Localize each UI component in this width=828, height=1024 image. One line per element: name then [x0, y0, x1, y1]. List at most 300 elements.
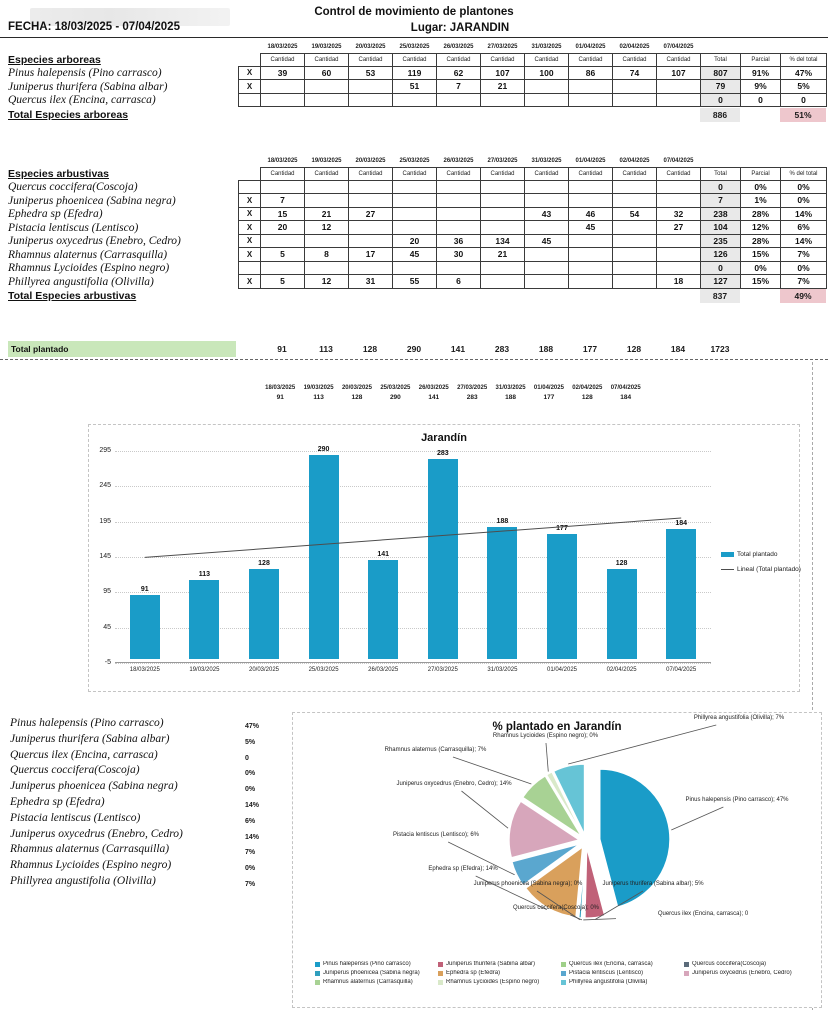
cantidad-header: Cantidad — [613, 167, 657, 180]
row-total-cell: 238 — [701, 207, 741, 221]
value-cell — [349, 180, 393, 194]
section-total-pct: 51% — [780, 108, 826, 122]
value-cell: 86 — [569, 66, 613, 80]
value-cell — [481, 180, 525, 194]
mini-table-date: 07/04/2025 — [610, 385, 641, 391]
value-cell — [305, 194, 349, 208]
cantidad-header: Cantidad — [525, 167, 569, 180]
section-total-pct: 49% — [780, 289, 826, 303]
species-pct: 0% — [245, 865, 256, 873]
value-cell — [525, 221, 569, 235]
species-name: Ephedra sp (Efedra) — [8, 208, 103, 220]
pie-legend-label: Rhamnus Lycioides (Espino negro) — [446, 979, 540, 985]
mini-table-date: 25/03/2025 — [380, 385, 411, 391]
value-cell: 31 — [349, 275, 393, 289]
species-pct: 0 — [245, 754, 249, 762]
value-cell — [525, 194, 569, 208]
y-axis-tick: 195 — [99, 517, 111, 525]
parcial-header: Parcial — [741, 167, 781, 180]
x-mark-cell: X — [239, 80, 261, 94]
x-mark-cell: X — [239, 194, 261, 208]
arboreas-labels-column — [8, 53, 236, 122]
bar-value-label: 184 — [675, 520, 688, 528]
value-cell: 15 — [261, 207, 305, 221]
value-cell — [261, 93, 305, 107]
value-cell — [657, 261, 701, 275]
mini-table-column — [376, 385, 414, 401]
table-row — [239, 234, 827, 248]
pie-legend-item — [438, 979, 561, 985]
value-cell — [305, 80, 349, 94]
data-grid — [238, 42, 827, 107]
value-cell: 53 — [349, 66, 393, 80]
pie-legend-label: Phillyrea angustifolia (Olivilla) — [569, 979, 648, 985]
x-mark-cell: X — [239, 248, 261, 262]
value-cell — [569, 93, 613, 107]
date-header: 27/03/2025 — [487, 44, 518, 51]
value-cell: 45 — [393, 248, 437, 262]
value-cell — [349, 80, 393, 94]
pie-label: Pinus halepensis (Pino carrasco); 47% — [685, 797, 789, 803]
arbustivas-labels-column — [8, 167, 236, 303]
value-cell — [261, 261, 305, 275]
value-cell: 12 — [305, 221, 349, 235]
pie-chart-legend — [315, 961, 807, 985]
mini-table-column — [299, 385, 337, 401]
total-plantado-grand-total: 1723 — [710, 344, 730, 354]
value-cell — [305, 261, 349, 275]
pie-label: Rhamnus Lycioides (Espino negro); 0% — [492, 733, 599, 739]
species-pct-row — [10, 748, 290, 764]
date-header: 02/04/2025 — [619, 158, 650, 165]
pie-legend-label: Pinus halepensis (Pino carrasco) — [323, 961, 411, 967]
pie-label: Quercus ilex (Encina, carrasca); 0 — [657, 911, 749, 917]
section-total-value: 837 — [700, 289, 740, 303]
species-name: Juniperus thurifera (Sabina albar) — [10, 732, 170, 745]
species-pct: 7% — [245, 880, 256, 888]
bar-chart-title: Jarandín — [421, 432, 467, 444]
date-header: 26/03/2025 — [443, 44, 474, 51]
value-cell — [393, 93, 437, 107]
pie-legend-swatch — [438, 971, 443, 976]
value-cell — [657, 248, 701, 262]
cantidad-header: Cantidad — [569, 53, 613, 66]
value-cell — [349, 261, 393, 275]
mini-table-column — [491, 385, 529, 401]
trendline — [145, 518, 681, 557]
value-cell — [613, 275, 657, 289]
species-name: Juniperus thurifera (Sabina albar) — [8, 80, 168, 93]
table-row — [239, 66, 827, 80]
mini-table-date: 27/03/2025 — [457, 385, 488, 391]
y-axis-tick: 295 — [99, 447, 111, 454]
value-cell — [613, 221, 657, 235]
mini-table-date: 02/04/2025 — [572, 385, 603, 391]
value-cell — [437, 207, 481, 221]
x-mark-cell: X — [239, 207, 261, 221]
pie-legend-label: Juniperus phoenicea (Sabina negra) — [323, 970, 420, 976]
total-header: Total — [701, 53, 741, 66]
row-total-cell: 126 — [701, 248, 741, 262]
pie-leader-line — [462, 791, 509, 828]
value-cell — [481, 275, 525, 289]
legend-item-total-plantado — [721, 551, 799, 558]
value-cell — [305, 180, 349, 194]
x-mark-cell: X — [239, 275, 261, 289]
species-name: Rhamnus alaternus (Carrasquilla) — [8, 248, 168, 261]
value-cell — [613, 248, 657, 262]
species-pct-row — [10, 842, 290, 858]
date-header: 01/04/2025 — [575, 158, 606, 165]
cantidad-header: Cantidad — [613, 53, 657, 66]
value-cell — [569, 80, 613, 94]
bar-value-label: 128 — [258, 560, 270, 567]
column-header-row — [239, 167, 827, 180]
pie-legend-item — [561, 979, 684, 985]
species-name: Quercus coccifera(Coscoja) — [10, 764, 140, 777]
mini-table-value: 141 — [428, 394, 440, 401]
row-total-cell: 0 — [701, 261, 741, 275]
section-total-label: Total Especies arbustivas — [8, 290, 137, 302]
row-pct-cell: 0% — [781, 180, 827, 194]
cantidad-header: Cantidad — [393, 167, 437, 180]
value-cell: 74 — [613, 66, 657, 80]
row-parcial-cell: 12% — [741, 221, 781, 235]
x-axis-label: 19/03/2025 — [189, 667, 220, 673]
pie-label: Pistacia lentiscus (Lentisco); 6% — [392, 832, 480, 838]
species-name: Pinus halepensis (Pino carrasco) — [10, 717, 164, 729]
species-name: Quercus coccifera(Coscoja) — [8, 181, 138, 193]
mini-table-value: 113 — [313, 394, 324, 401]
row-total-cell: 7 — [701, 194, 741, 208]
row-total-cell: 235 — [701, 234, 741, 248]
species-name: Pistacia lentiscus (Lentisco) — [8, 221, 139, 234]
mini-table-date: 20/03/2025 — [341, 385, 372, 391]
legend-label: Lineal (Total plantado) — [737, 566, 801, 573]
table-row — [239, 180, 827, 194]
pct-header: % del total — [781, 53, 827, 66]
cantidad-header: Cantidad — [261, 53, 305, 66]
row-pct-cell: 7% — [781, 248, 827, 262]
table-row — [239, 194, 827, 208]
value-cell — [525, 261, 569, 275]
date-header: 25/03/2025 — [399, 158, 430, 165]
species-pct: 0% — [245, 770, 256, 778]
section-total-value: 886 — [700, 108, 740, 122]
bar-value-label: 290 — [317, 445, 330, 453]
bar-chart-legend — [721, 551, 799, 581]
x-mark-cell: X — [239, 221, 261, 235]
arboreas-table — [238, 42, 827, 120]
value-cell: 21 — [481, 80, 525, 94]
value-cell: 5 — [261, 275, 305, 289]
pie-legend-swatch — [684, 971, 689, 976]
value-cell — [657, 194, 701, 208]
species-pct: 14% — [245, 801, 260, 809]
pie-label: Phillyrea angustifolia (Olivilla); 7% — [693, 715, 785, 721]
value-cell: 21 — [305, 207, 349, 221]
pie-legend-swatch — [315, 971, 320, 976]
row-parcial-cell: 15% — [741, 275, 781, 289]
value-cell: 45 — [569, 221, 613, 235]
bar-value-label: 113 — [198, 570, 211, 578]
value-cell — [393, 221, 437, 235]
total-plantado-value: 177 — [582, 344, 598, 354]
pie-legend-item — [684, 961, 807, 967]
table-row — [239, 261, 827, 275]
cantidad-header: Cantidad — [437, 167, 481, 180]
value-cell — [393, 261, 437, 275]
species-name: Quercus ilex (Encina, carrasca) — [8, 94, 156, 106]
species-pct-row — [10, 716, 290, 732]
pie-legend-swatch — [684, 962, 689, 967]
mini-table-value: 128 — [581, 394, 593, 401]
value-cell: 27 — [657, 221, 701, 235]
value-cell — [525, 180, 569, 194]
value-cell — [657, 93, 701, 107]
value-cell: 39 — [261, 66, 305, 80]
date-header-row — [239, 156, 827, 167]
cantidad-header: Cantidad — [305, 167, 349, 180]
table-row — [239, 248, 827, 262]
value-cell: 60 — [305, 66, 349, 80]
pie-legend-label: Quercus coccifera(Coscoja) — [692, 961, 767, 967]
mini-table-date: 01/04/2025 — [533, 385, 564, 391]
bar-value-label: 141 — [377, 550, 390, 558]
species-name: Pistacia lentiscus (Lentisco) — [10, 811, 141, 824]
species-name: Rhamnus Lycioides (Espino negro) — [8, 262, 170, 274]
value-cell: 30 — [437, 248, 481, 262]
date-header-row — [239, 42, 827, 53]
value-cell — [393, 207, 437, 221]
pct-header: % del total — [781, 167, 827, 180]
value-cell — [261, 80, 305, 94]
row-total-cell: 807 — [701, 66, 741, 80]
value-cell: 107 — [481, 66, 525, 80]
value-cell: 134 — [481, 234, 525, 248]
header-rule — [0, 37, 828, 38]
column-header-row — [239, 53, 827, 66]
value-cell: 8 — [305, 248, 349, 262]
value-cell — [437, 221, 481, 235]
value-cell — [525, 248, 569, 262]
pie-legend-swatch — [561, 971, 566, 976]
date-header: 20/03/2025 — [355, 44, 386, 51]
row-pct-cell: 7% — [781, 275, 827, 289]
value-cell: 5 — [261, 248, 305, 262]
y-axis-tick: 95 — [103, 588, 111, 596]
cantidad-header: Cantidad — [393, 53, 437, 66]
date-header: 25/03/2025 — [399, 44, 430, 51]
value-cell — [261, 180, 305, 194]
legend-swatch-bar — [721, 552, 734, 557]
value-cell — [349, 194, 393, 208]
table-row — [239, 80, 827, 94]
value-cell: 32 — [657, 207, 701, 221]
doc-title: Control de movimiento de plantones — [314, 6, 514, 18]
row-pct-cell: 14% — [781, 207, 827, 221]
total-plantado-value: 283 — [494, 344, 510, 354]
pie-legend-item — [438, 961, 561, 967]
chart-source-mini-table — [261, 385, 645, 401]
pie-chart-title: % plantado en Jarandín — [492, 721, 622, 733]
x-axis-label: 02/04/2025 — [606, 667, 637, 673]
cantidad-header: Cantidad — [481, 167, 525, 180]
pie-species-percentage-list — [10, 716, 290, 890]
value-cell: 36 — [437, 234, 481, 248]
value-cell — [349, 93, 393, 107]
x-mark-cell — [239, 180, 261, 194]
value-cell — [613, 261, 657, 275]
total-plantado-value: 188 — [538, 344, 554, 354]
value-cell — [569, 180, 613, 194]
date-header: 19/03/2025 — [311, 158, 342, 165]
row-parcial-cell: 91% — [741, 66, 781, 80]
value-cell: 55 — [393, 275, 437, 289]
date-header: 20/03/2025 — [355, 158, 386, 165]
row-total-cell: 104 — [701, 221, 741, 235]
bar-chart-plot-area — [115, 445, 711, 673]
cantidad-header: Cantidad — [305, 53, 349, 66]
page-break-line — [0, 359, 828, 360]
pie-label: Quercus coccifera(Coscoja); 0% — [512, 905, 600, 911]
x-axis-label: 27/03/2025 — [427, 667, 458, 673]
fecha-label: FECHA: 18/03/2025 - 07/04/2025 — [8, 21, 180, 33]
lugar-label: Lugar: JARANDIN — [410, 22, 510, 34]
mini-table-value: 188 — [505, 394, 516, 401]
species-name: Rhamnus alaternus (Carrasquilla) — [10, 843, 170, 856]
section-heading: Especies arbustivas — [8, 168, 109, 180]
x-mark-cell: X — [239, 234, 261, 248]
row-parcial-cell: 0% — [741, 180, 781, 194]
species-pct-row — [10, 795, 290, 811]
bar-value-label: 128 — [615, 560, 628, 567]
species-name: Juniperus oxycedrus (Enebro, Cedro) — [10, 827, 183, 840]
pie-legend-label: Juniperus thurifera (Sabina albar) — [446, 961, 536, 967]
row-parcial-cell: 0% — [741, 261, 781, 275]
row-pct-cell: 0 — [781, 93, 827, 107]
value-cell: 6 — [437, 275, 481, 289]
pie-legend-label: Ephedra sp (Efedra) — [446, 970, 501, 976]
row-parcial-cell: 15% — [741, 248, 781, 262]
species-pct: 6% — [245, 817, 256, 825]
mini-table-value: 177 — [543, 394, 555, 401]
legend-item-lineal — [721, 566, 799, 573]
row-total-cell: 0 — [701, 93, 741, 107]
mini-table-column — [415, 385, 453, 401]
species-pct: 5% — [245, 738, 256, 746]
total-plantado-value: 290 — [406, 344, 422, 354]
value-cell — [613, 234, 657, 248]
parcial-header: Parcial — [741, 53, 781, 66]
value-cell — [437, 93, 481, 107]
row-pct-cell: 6% — [781, 221, 827, 235]
pie-legend-item — [315, 970, 438, 976]
species-pct: 47% — [245, 723, 260, 730]
x-mark-cell — [239, 93, 261, 107]
value-cell: 45 — [525, 234, 569, 248]
row-total-cell: 79 — [701, 80, 741, 94]
value-cell — [613, 194, 657, 208]
value-cell — [657, 180, 701, 194]
mini-table-date: 31/03/2025 — [495, 385, 526, 391]
mini-table-date: 26/03/2025 — [418, 385, 449, 391]
pie-legend-item — [438, 970, 561, 976]
mini-table-column — [568, 385, 606, 401]
value-cell: 51 — [393, 80, 437, 94]
mini-table-column — [453, 385, 491, 401]
species-pct-row — [10, 858, 290, 874]
date-header: 31/03/2025 — [531, 158, 562, 165]
pie-leader-line — [568, 725, 716, 764]
date-header: 27/03/2025 — [487, 158, 518, 165]
row-parcial-cell: 28% — [741, 207, 781, 221]
y-axis-tick: 145 — [99, 553, 111, 560]
table-row — [239, 207, 827, 221]
total-plantado-value: 184 — [670, 344, 686, 354]
gridline — [115, 663, 711, 664]
pie-label: Juniperus oxycedrus (Enebro, Cedro); 14% — [396, 781, 512, 787]
total-plantado-value: 128 — [362, 344, 378, 354]
mini-table-value: 184 — [620, 394, 632, 401]
pie-label: Juniperus thurifera (Sabina albar); 5% — [602, 881, 704, 887]
section-heading: Especies arboreas — [8, 54, 101, 66]
total-plantado-label: Total plantado — [8, 341, 236, 357]
value-cell — [525, 80, 569, 94]
total-plantado-value: 141 — [450, 344, 466, 354]
species-name: Pinus halepensis (Pino carrasco) — [8, 67, 162, 79]
value-cell — [481, 221, 525, 235]
value-cell — [481, 194, 525, 208]
value-cell — [305, 93, 349, 107]
arbustivas-table — [238, 156, 827, 301]
value-cell: 100 — [525, 66, 569, 80]
mini-table-value: 290 — [389, 394, 401, 401]
value-cell: 62 — [437, 66, 481, 80]
pie-legend-swatch — [438, 980, 443, 985]
mini-table-column — [338, 385, 376, 401]
bar-chart — [88, 424, 800, 692]
species-name: Quercus ilex (Encina, carrasca) — [10, 748, 158, 761]
mini-table-column — [530, 385, 568, 401]
y-axis-tick: 245 — [99, 482, 111, 490]
species-pct: 14% — [245, 833, 260, 841]
mini-table-column — [261, 385, 299, 401]
row-parcial-cell: 1% — [741, 194, 781, 208]
pie-legend-item — [561, 970, 684, 976]
species-pct-row — [10, 827, 290, 843]
value-cell: 43 — [525, 207, 569, 221]
mini-table-date: 18/03/2025 — [265, 385, 296, 391]
cantidad-header: Cantidad — [437, 53, 481, 66]
pie-legend-label: Quercus ilex (Encina, carrasca) — [569, 961, 653, 967]
pie-legend-label: Rhamnus alaternus (Carrasquilla) — [323, 979, 413, 985]
value-cell — [569, 194, 613, 208]
x-axis-label: 20/03/2025 — [248, 667, 280, 673]
x-axis-label: 01/04/2025 — [546, 667, 578, 673]
cantidad-header: Cantidad — [261, 167, 305, 180]
total-plantado-value: 91 — [277, 344, 287, 354]
row-pct-cell: 5% — [781, 80, 827, 94]
value-cell — [349, 234, 393, 248]
row-pct-cell: 14% — [781, 234, 827, 248]
cantidad-header: Cantidad — [481, 53, 525, 66]
value-cell — [569, 248, 613, 262]
mini-table-column — [607, 385, 645, 401]
legend-swatch-line — [721, 569, 734, 570]
date-header: 02/04/2025 — [619, 44, 650, 51]
value-cell: 18 — [657, 275, 701, 289]
